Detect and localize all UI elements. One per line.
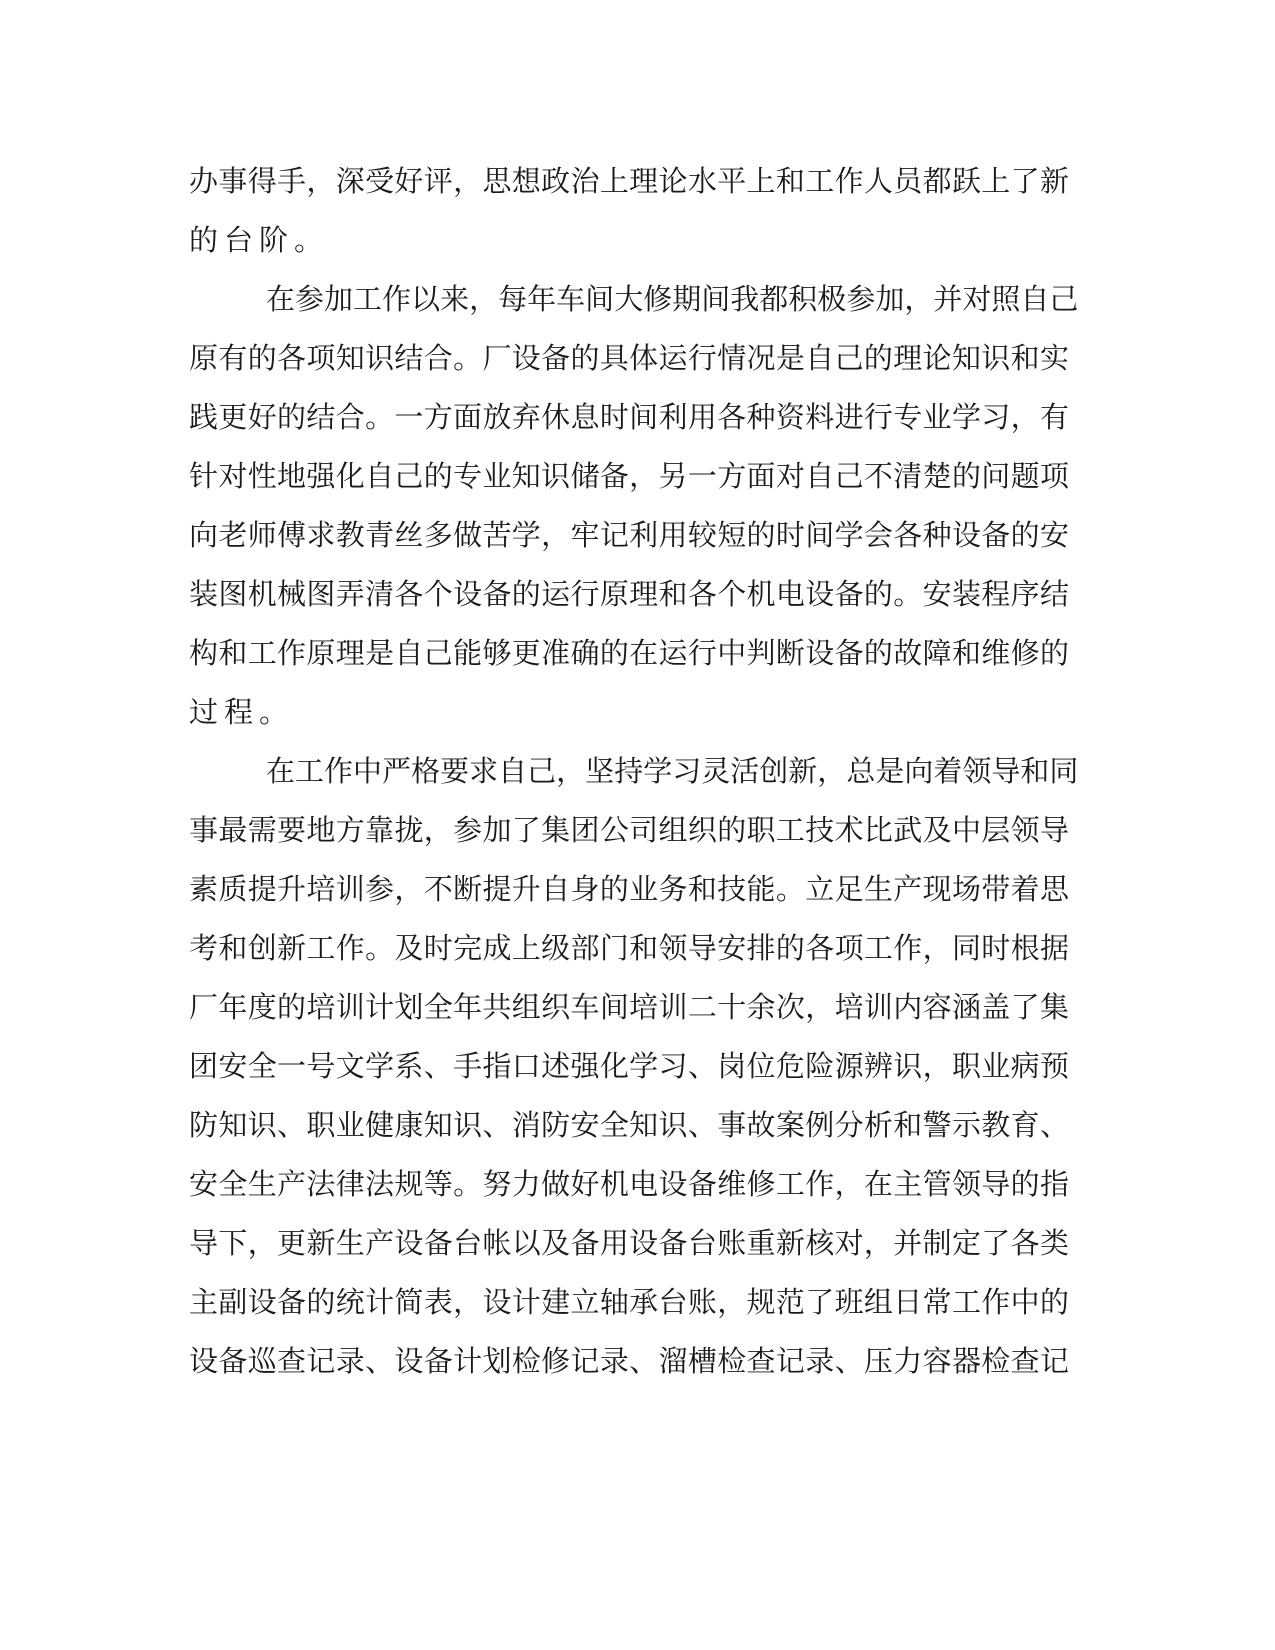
text-line: 安 全 生 产 法 律 法 规 等 。 努 力 做 好 机 电 设 备 维 修 工 作 ， 在 主 管 领 导 的 指	[189, 1167, 1069, 1201]
text-line: 办 事 得 手 ， 深 受 好 评 ， 思 想 政 治 上 理 论 水 平 上 和 工 作 人 员 都 跃 上 了 新	[189, 164, 1069, 198]
text-line: 的台阶。	[189, 223, 330, 257]
text-line: 考 和 创 新 工 作 。 及 时 完 成 上 级 部 门 和 领 导 安 排 的 各 项 工 作 ， 同 时 根 据	[189, 931, 1069, 965]
text-line: 向 老 师 傅 求 教 青 丝 多 做 苦 学 ， 牢 记 利 用 较 短 的 时 间 学 会 各 种 设 备 的 安	[189, 518, 1069, 552]
text-line: 主 副 设 备 的 统 计 简 表 ， 设 计 建 立 轴 承 台 账 ， 规 范 了 班 组 日 常 工 作 中 的	[189, 1285, 1069, 1319]
text-line: 践 更 好 的 结 合 。 一 方 面 放 弃 休 息 时 间 利 用 各 种 资 料 进 行 专 业 学 习 ， 有	[189, 400, 1069, 434]
text-line: 设 备 巡 查 记 录 、 设 备 计 划 检 修 记 录 、 溜 槽 检 查 记 录 、 压 力 容 器 检 查 记	[189, 1344, 1069, 1378]
text-line: 装 图 机 械 图 弄 清 各 个 设 备 的 运 行 原 理 和 各 个 机 电 设 备 的 。 安 装 程 序 结	[189, 577, 1069, 611]
text-line: 素 质 提 升 培 训 参 ， 不 断 提 升 自 身 的 业 务 和 技 能 。 立 足 生 产 现 场 带 着 思	[189, 872, 1069, 906]
text-line: 针 对 性 地 强 化 自 己 的 专 业 知 识 储 备 ， 另 一 方 面 对 自 己 不 清 楚 的 问 题 项	[189, 459, 1069, 493]
text-line: 事 最 需 要 地 方 靠 拢 ， 参 加 了 集 团 公 司 组 织 的 职 工 技 术 比 武 及 中 层 领 导	[189, 813, 1069, 847]
text-line: 构 和 工 作 原 理 是 自 己 能 够 更 准 确 的 在 运 行 中 判 断 设 备 的 故 障 和 维 修 的	[189, 636, 1069, 670]
text-line: 导 下 ， 更 新 生 产 设 备 台 帐 以 及 备 用 设 备 台 账 重 新 核 对 ， 并 制 定 了 各 类	[189, 1226, 1069, 1260]
text-line: 过程。	[189, 695, 295, 729]
text-line: 防 知 识 、 职 业 健 康 知 识 、 消 防 安 全 知 识 、 事 故 案 例 分 析 和 警 示 教 育 、	[189, 1108, 1069, 1142]
text-line: 在 参 加 工 作 以 来 ， 每 年 车 间 大 修 期 间 我 都 积 极 参 加 ， 并 对 照 自 己	[266, 282, 1079, 316]
text-line: 原 有 的 各 项 知 识 结 合 。 厂 设 备 的 具 体 运 行 情 况 是 自 己 的 理 论 知 识 和 实	[189, 341, 1069, 375]
text-line: 团 安 全 一 号 文 学 系 、 手 指 口 述 强 化 学 习 、 岗 位 危 险 源 辨 识 ， 职 业 病 预	[189, 1049, 1069, 1083]
text-line: 在 工 作 中 严 格 要 求 自 己 ， 坚 持 学 习 灵 活 创 新 ， 总 是 向 着 领 导 和 同	[266, 754, 1079, 788]
text-line: 厂 年 度 的 培 训 计 划 全 年 共 组 织 车 间 培 训 二 十 余 次 ， 培 训 内 容 涵 盖 了 集	[189, 990, 1069, 1024]
